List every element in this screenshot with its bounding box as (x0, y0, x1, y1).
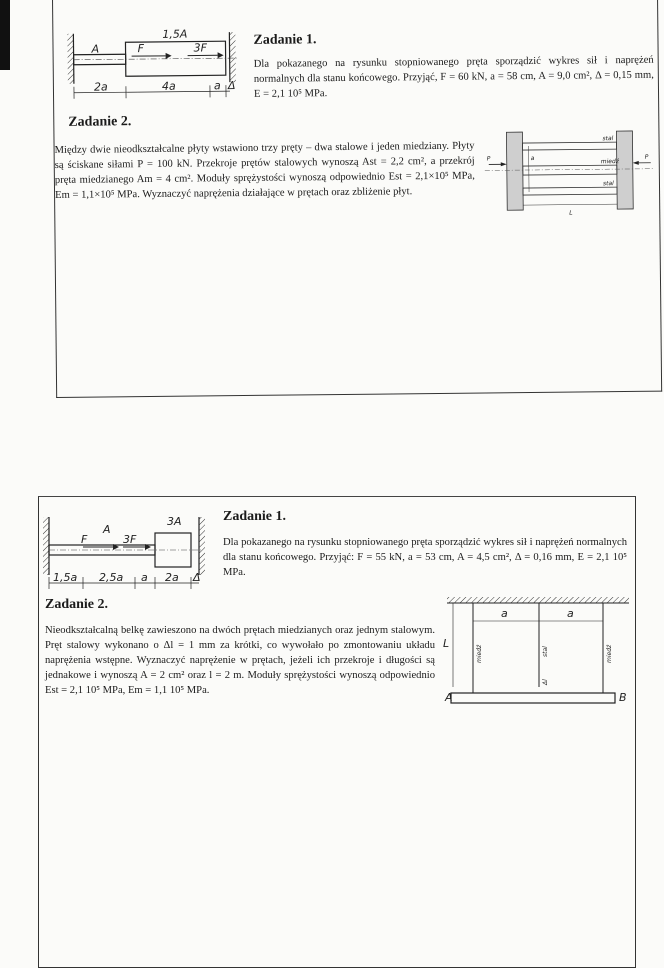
bottom-z2-point-b: B (619, 691, 627, 704)
bottom-z2-figure (443, 597, 633, 717)
top-z1-label-force2: 3F (193, 41, 207, 54)
bottom-z1-dim3: a (141, 571, 148, 584)
top-z2-figure (484, 129, 655, 221)
bottom-z1-label-area-big: 3A (167, 515, 182, 528)
top-z2-rod-mid: miedź (601, 158, 620, 165)
top-z2-text: Między dwie nieodkształcalne płyty wstawiono trzy pręty – dwa stalowe i jeden miedziany. Płyty są ściskane siłami P = 100 kN. Przekroje prętów stalowych wynoszą Ast = 2,2 cm², a przekrój pręta miedzianego Am = 4 cm². Moduły sprężystości wynoszą odpowiednio Est = 2,1×10⁵ MPa, Em = 1,1×10⁵ MPa. Wyznaczyć naprężenia działające w prętach oraz zbliżenie płyt. (55, 139, 476, 203)
bottom-z1-label-force1: F (81, 533, 88, 546)
bottom-z1-dim2: 2,5a (99, 571, 123, 584)
bottom-z2-span1: a (501, 607, 508, 620)
bottom-z1-dim1: 1,5a (53, 571, 77, 584)
top-z2-rod-top: stal (602, 135, 613, 142)
top-z2-rod-bot: stal (603, 180, 614, 187)
top-z1-title: Zadanie 1. (253, 32, 316, 49)
scan-edge-mark (0, 0, 10, 70)
bottom-z2-span2: a (567, 607, 574, 620)
top-z2-load-left: P (487, 155, 491, 162)
top-z1-label-force1: F (137, 42, 144, 55)
top-z1-text: Dla pokazanego na rysunku stopniowanego pręta sporządzić wykres sił i naprężeń normalnych dla stanu końcowego. Przyjąć, F = 60 kN, a = 58 cm, A = 9,0 cm², Δ = 0,15 mm, E = 2,1 10⁵ MPa. (254, 53, 654, 102)
bottom-z2-point-a: A (444, 691, 453, 704)
bottom-z2-delta: Δl (542, 679, 549, 686)
bottom-z1-gap: Δ (192, 571, 201, 584)
bottom-z1-label-force2: 3F (123, 533, 137, 546)
top-z1-dim2: 4a (162, 80, 176, 93)
bottom-z2-length: L (443, 637, 449, 650)
bottom-sheet (38, 496, 636, 968)
top-sheet (52, 0, 662, 398)
top-z1-dim3: a (214, 79, 221, 92)
top-z1-label-area-small: A (90, 43, 99, 56)
bottom-z2-rod-right: miedź (606, 644, 613, 663)
top-z1-dim1: 2a (94, 80, 108, 93)
top-z2-load-right: P (645, 154, 649, 161)
top-z1-gap: Δ (227, 79, 236, 92)
bottom-z1-title: Zadanie 1. (223, 509, 286, 525)
bottom-z2-title: Zadanie 2. (45, 597, 108, 613)
bottom-z2-rod-mid: stal (542, 646, 549, 657)
bottom-z1-label-area-small: A (102, 523, 111, 536)
top-z1-figure (67, 27, 248, 109)
bottom-z2-text: Nieodkształcalną belkę zawieszono na dwóch prętach miedzianych oraz jednym stalowym. Pręt stalowy wykonano o Δl = 1 mm za krótki, co wywołało po zmontowaniu układu naprężenia wstępne. Wyznaczyć naprężenie w prętach, jeżeli ich przekroje i długości są jednakowe i wynoszą A = 2 cm² oraz l = 2 m. Moduły sprężystości wynoszą odpowiednio Est = 2,1 10⁵ MPa, Em = 1,1 10⁵ MPa. (45, 623, 435, 698)
top-z1-label-area-big: 1,5A (162, 28, 187, 41)
top-z2-title: Zadanie 2. (68, 114, 131, 131)
bottom-z1-dim4: 2a (165, 571, 179, 584)
bottom-z2-rod-left: miedź (476, 644, 483, 663)
bottom-z1-figure (43, 511, 213, 591)
top-z2-length: L (569, 210, 572, 217)
top-z2-spacing: a (531, 155, 535, 162)
bottom-z1-text: Dla pokazanego na rysunku stopniowanego pręta sporządzić wykres sił i naprężeń normalnych dla stanu końcowego. Przyjąć: F = 55 kN, a = 53 cm, A = 4,5 cm², Δ = 0,16 mm, E = 2,1 10⁵ MPa. (223, 535, 627, 580)
